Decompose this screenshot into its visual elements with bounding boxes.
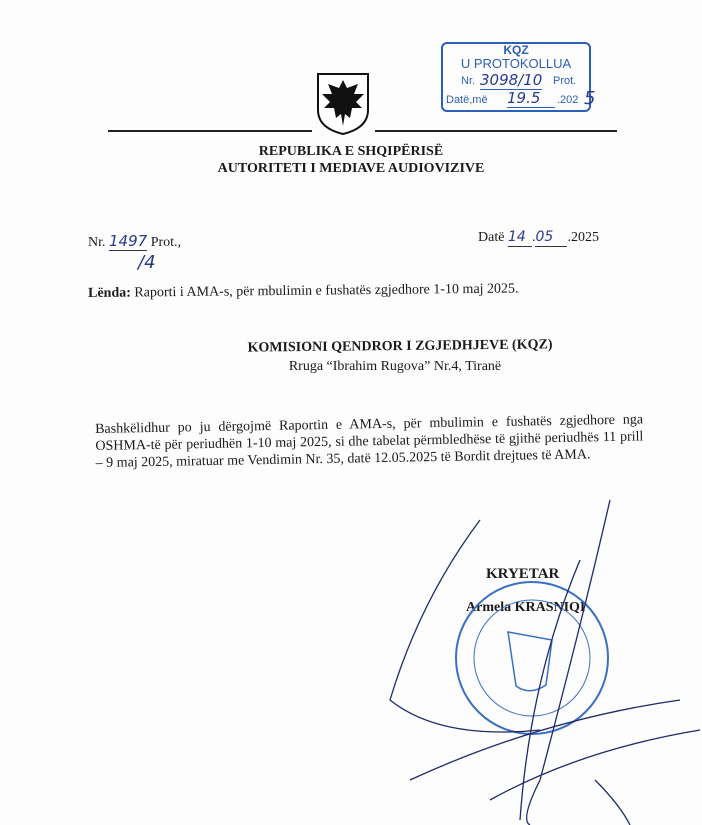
received-stamp [441, 42, 596, 112]
nr-value: 1497 [109, 232, 148, 250]
date-day: 14 [508, 228, 532, 247]
header-rule-right [375, 130, 617, 132]
official-seal-and-signature [380, 480, 702, 825]
recipient-address: Rruga “Ibrahim Rugova” Nr.4, Tiranë [288, 359, 502, 374]
reference-date: Datë 14 .05 .2025 [478, 229, 599, 245]
date-year: .2025 [567, 230, 599, 245]
stamp-date-label: Datë,më [446, 94, 488, 106]
signatory-name: Armela KRASNIQI [466, 600, 586, 615]
nr-label: Nr. [88, 235, 106, 250]
header-rule-left [108, 130, 312, 132]
signatory-title: KRYETAR [486, 566, 560, 582]
stamp-nr-label: Nr. [461, 75, 476, 87]
stamp-year-suffix: 5 [584, 88, 596, 109]
prot-label: Prot., [150, 235, 182, 250]
albanian-eagle-emblem [314, 70, 372, 136]
subject-label: Lënda: [88, 285, 131, 301]
recipient-name: KOMISIONI QENDROR I ZGJEDHJEVE (KQZ) [247, 337, 553, 356]
subject-line [88, 281, 519, 302]
subject-text: Raporti i AMA-s, për mbulimin e fushatës zgjedhore 1-10 maj 2025. [134, 281, 519, 301]
stamp-label: U PROTOKOLLUA [460, 56, 572, 71]
stamp-year-prefix: .202 [557, 94, 579, 106]
date-month: 05 [535, 228, 567, 247]
nr-sub: /4 [138, 252, 156, 273]
stamp-prot-label: Prot. [553, 75, 577, 87]
date-label: Datë [478, 230, 505, 245]
reference-number [88, 232, 181, 252]
stamp-nr-value: 3098/10 [480, 71, 543, 89]
stamp-date-value: 19.5 [507, 90, 555, 108]
handwritten-signature [390, 500, 700, 825]
body-paragraph: Bashkëlidhur po ju dërgojmë Raportin e AMA-s, për mbulimin e fushatës zgjedhore nga OSHMA-të për periudhën 1-10 maj 2025, si dhe tabelat përmbledhëse të gjithë periudhës 11 prill – 9 maj 2025, miratuar me Vendimin Nr. 35, datë 12.05.2025 të Bordit drejtues të AMA. [95, 412, 644, 471]
stamp-org: KQZ [503, 43, 529, 57]
header-republic: REPUBLIKA E SHQIPËRISË [258, 144, 444, 159]
header-authority: AUTORITETI I MEDIAVE AUDIOVIZIVE [217, 161, 485, 176]
